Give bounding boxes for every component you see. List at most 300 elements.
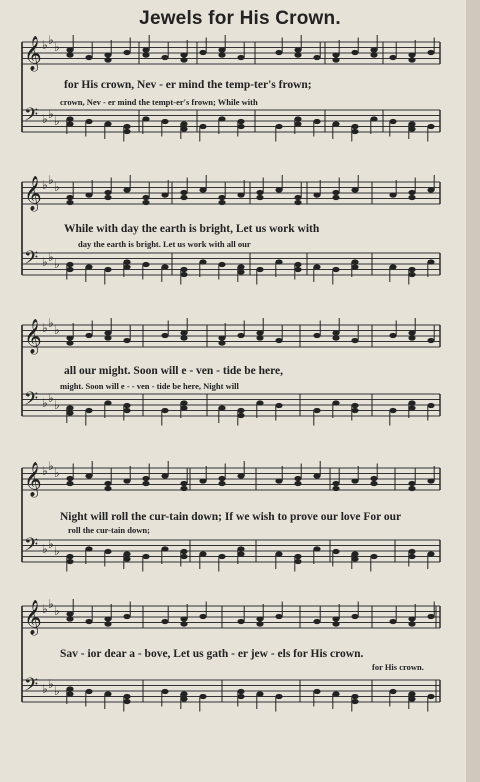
bass-note (294, 559, 301, 564)
treble-note (256, 335, 263, 340)
treble-note (294, 481, 301, 486)
flat-icon: ♭ (54, 40, 60, 54)
bass-note (66, 121, 73, 126)
treble-note (66, 476, 73, 481)
flat-icon: ♭ (42, 112, 48, 126)
bass-note (408, 126, 415, 131)
treble-note (351, 50, 358, 55)
treble-note (199, 478, 206, 483)
treble-note (104, 481, 111, 486)
treble-note (123, 187, 130, 192)
bass-note (85, 264, 92, 269)
treble-note (275, 478, 282, 483)
bass-note (351, 551, 358, 556)
treble-note (332, 621, 339, 626)
treble-note (427, 614, 434, 619)
treble-note (370, 476, 377, 481)
flat-icon: ♭ (48, 391, 54, 405)
treble-note (66, 47, 73, 52)
bass-note (427, 124, 434, 129)
bass-note (275, 694, 282, 699)
flat-icon: ♭ (48, 33, 54, 47)
treble-note (218, 476, 225, 481)
bass-clef-icon: 𝄢 (24, 535, 39, 560)
treble-note (332, 486, 339, 491)
treble-note (370, 481, 377, 486)
treble-note (161, 333, 168, 338)
treble-note (389, 55, 396, 60)
bass-note (85, 408, 92, 413)
flat-icon: ♭ (54, 544, 60, 558)
bass-note (104, 400, 111, 405)
treble-note (389, 333, 396, 338)
flat-icon: ♭ (54, 114, 60, 128)
bass-note (199, 694, 206, 699)
treble-note (199, 50, 206, 55)
bass-note (351, 129, 358, 134)
bass-note (180, 554, 187, 559)
bass-note (427, 694, 434, 699)
bass-note (161, 264, 168, 269)
bass-note (66, 405, 73, 410)
bass-note (351, 699, 358, 704)
treble-note (199, 187, 206, 192)
treble-note (351, 614, 358, 619)
bass-note (161, 119, 168, 124)
treble-note (218, 47, 225, 52)
bass-note (370, 554, 377, 559)
treble-note (332, 190, 339, 195)
bass-note (199, 259, 206, 264)
treble-note (142, 200, 149, 205)
treble-note (218, 340, 225, 345)
treble-note (332, 57, 339, 62)
flat-icon: ♭ (42, 38, 48, 52)
bass-note (104, 549, 111, 554)
bass-note (104, 691, 111, 696)
treble-note (237, 333, 244, 338)
bass-note (256, 267, 263, 272)
flat-icon: ♭ (48, 250, 54, 264)
bass-note (332, 400, 339, 405)
flat-icon: ♭ (42, 682, 48, 696)
treble-note (427, 187, 434, 192)
bass-note (237, 546, 244, 551)
treble-note (66, 200, 73, 205)
bass-note (180, 696, 187, 701)
flat-icon: ♭ (48, 597, 54, 611)
flat-icon: ♭ (54, 257, 60, 271)
flat-icon: ♭ (42, 602, 48, 616)
bass-note (123, 259, 130, 264)
bass-note (123, 403, 130, 408)
treble-note (427, 50, 434, 55)
treble-note (123, 50, 130, 55)
flat-icon: ♭ (48, 459, 54, 473)
bass-note (275, 403, 282, 408)
treble-note (161, 619, 168, 624)
treble-note (66, 611, 73, 616)
treble-note (351, 187, 358, 192)
flat-icon: ♭ (42, 321, 48, 335)
bass-note (180, 400, 187, 405)
treble-note (218, 481, 225, 486)
treble-note (408, 335, 415, 340)
treble-note (180, 335, 187, 340)
bass-note (275, 259, 282, 264)
treble-note (104, 330, 111, 335)
treble-note (180, 195, 187, 200)
alto-line-1: crown, Nev - er mind the tempt-er's frown; While with (60, 97, 258, 107)
treble-note (389, 619, 396, 624)
flat-icon: ♭ (42, 464, 48, 478)
treble-note (218, 335, 225, 340)
bass-note (237, 413, 244, 418)
bass-clef-icon: 𝄢 (24, 389, 39, 414)
treble-note (161, 192, 168, 197)
bass-note (313, 264, 320, 269)
bass-note (199, 124, 206, 129)
treble-note (408, 57, 415, 62)
bass-note (85, 546, 92, 551)
treble-note (180, 52, 187, 57)
bass-note (294, 262, 301, 267)
flat-icon: ♭ (42, 178, 48, 192)
treble-note (85, 333, 92, 338)
treble-note (294, 47, 301, 52)
bass-note (351, 403, 358, 408)
bass-note (161, 408, 168, 413)
alto-line-3: might. Soon will e - - ven - tide be here, Night will (60, 381, 239, 391)
bass-note (180, 405, 187, 410)
treble-note (351, 478, 358, 483)
bass-note (313, 689, 320, 694)
treble-note (408, 195, 415, 200)
bass-note (180, 691, 187, 696)
bass-note (123, 551, 130, 556)
treble-note (66, 340, 73, 345)
bass-note (332, 121, 339, 126)
bass-note (313, 119, 320, 124)
treble-note (180, 486, 187, 491)
bass-note (237, 694, 244, 699)
treble-note (294, 52, 301, 57)
bass-note (427, 551, 434, 556)
treble-note (180, 330, 187, 335)
treble-note (180, 190, 187, 195)
bass-note (332, 549, 339, 554)
bass-note (66, 691, 73, 696)
treble-note (408, 486, 415, 491)
hymn-title: Jewels for His Crown. (139, 8, 341, 29)
bass-note (408, 121, 415, 126)
bass-note (408, 696, 415, 701)
bass-note (332, 267, 339, 272)
treble-note (294, 200, 301, 205)
bass-note (123, 264, 130, 269)
treble-note (85, 473, 92, 478)
bass-note (294, 121, 301, 126)
treble-note (256, 621, 263, 626)
flat-icon: ♭ (54, 604, 60, 618)
flat-icon: ♭ (48, 677, 54, 691)
flat-icon: ♭ (48, 173, 54, 187)
treble-note (142, 47, 149, 52)
bass-note (66, 116, 73, 121)
treble-note (332, 481, 339, 486)
bass-note (237, 689, 244, 694)
bass-note (408, 549, 415, 554)
bass-note (180, 126, 187, 131)
treble-note (256, 330, 263, 335)
treble-note (275, 50, 282, 55)
treble-note (237, 473, 244, 478)
treble-note (142, 195, 149, 200)
flat-icon: ♭ (54, 323, 60, 337)
bass-note (218, 554, 225, 559)
bass-note (199, 551, 206, 556)
treble-note (142, 52, 149, 57)
bass-note (332, 691, 339, 696)
bass-note (66, 410, 73, 415)
treble-clef-icon: 𝄞 (24, 462, 42, 497)
bass-note (389, 264, 396, 269)
treble-note (104, 616, 111, 621)
bass-note (180, 121, 187, 126)
bass-note (237, 551, 244, 556)
bass-note (351, 408, 358, 413)
treble-note (275, 187, 282, 192)
bass-note (351, 694, 358, 699)
bass-note (408, 405, 415, 410)
bass-note (256, 400, 263, 405)
treble-note (427, 338, 434, 343)
treble-note (161, 55, 168, 60)
bass-note (256, 691, 263, 696)
treble-note (313, 55, 320, 60)
treble-note (66, 195, 73, 200)
treble-note (294, 195, 301, 200)
treble-note (123, 614, 130, 619)
flat-icon: ♭ (54, 398, 60, 412)
bass-note (237, 119, 244, 124)
flat-icon: ♭ (48, 537, 54, 551)
treble-note (104, 190, 111, 195)
bass-note (142, 262, 149, 267)
treble-clef-icon: 𝄞 (24, 36, 42, 71)
treble-note (294, 476, 301, 481)
bass-note (85, 689, 92, 694)
treble-note (218, 52, 225, 57)
bass-clef-icon: 𝄢 (24, 675, 39, 700)
treble-note (218, 200, 225, 205)
bass-note (237, 264, 244, 269)
treble-note (408, 621, 415, 626)
treble-note (313, 619, 320, 624)
bass-clef-icon: 𝄢 (24, 248, 39, 273)
bass-note (66, 559, 73, 564)
alto-line-4: roll the cur-tain down; (68, 525, 150, 535)
bass-note (237, 124, 244, 129)
bass-note (66, 554, 73, 559)
treble-note (104, 486, 111, 491)
bass-note (142, 116, 149, 121)
bass-note (218, 116, 225, 121)
bass-note (123, 556, 130, 561)
treble-note (104, 335, 111, 340)
alto-line-2: day the earth is bright. Let us work with all our (78, 239, 251, 249)
flat-icon: ♭ (42, 255, 48, 269)
bass-note (370, 116, 377, 121)
flat-icon: ♭ (48, 316, 54, 330)
treble-note (408, 330, 415, 335)
treble-note (199, 614, 206, 619)
bass-note (408, 400, 415, 405)
treble-note (104, 195, 111, 200)
treble-note (256, 616, 263, 621)
bass-note (66, 262, 73, 267)
lyric-line-5: Sav - ior dear a - bove, Let us gath - er jew - els for His crown. (60, 648, 364, 660)
treble-note (180, 621, 187, 626)
flat-icon: ♭ (42, 542, 48, 556)
treble-note (237, 55, 244, 60)
lyric-line-3: all our might. Soon will e - ven - tide be here, (64, 365, 284, 377)
lyric-line-1: for His crown, Nev - er mind the temp-ter's frown; (64, 79, 312, 91)
treble-note (161, 473, 168, 478)
bass-note (66, 686, 73, 691)
bass-note (389, 408, 396, 413)
bass-note (161, 546, 168, 551)
treble-note (180, 57, 187, 62)
treble-note (275, 338, 282, 343)
treble-note (104, 57, 111, 62)
treble-note (237, 619, 244, 624)
bass-note (294, 554, 301, 559)
bass-note (389, 689, 396, 694)
treble-note (408, 481, 415, 486)
treble-note (332, 195, 339, 200)
bass-note (180, 549, 187, 554)
bass-note (408, 272, 415, 277)
treble-note (104, 621, 111, 626)
bass-note (218, 405, 225, 410)
bass-clef-icon: 𝄢 (24, 105, 39, 130)
bass-note (123, 699, 130, 704)
bass-note (351, 556, 358, 561)
treble-note (66, 52, 73, 57)
treble-note (180, 616, 187, 621)
lyric-line-4: Night will roll the cur-tain down; If we wish to prove our love For our (60, 511, 402, 523)
flat-icon: ♭ (42, 396, 48, 410)
treble-note (66, 616, 73, 621)
treble-note (85, 619, 92, 624)
bass-note (104, 121, 111, 126)
treble-clef-icon: 𝄞 (24, 176, 42, 211)
treble-note (85, 55, 92, 60)
bass-note (408, 267, 415, 272)
bass-note (351, 264, 358, 269)
treble-note (332, 330, 339, 335)
bass-note (123, 129, 130, 134)
treble-note (408, 190, 415, 195)
treble-clef-icon: 𝄞 (24, 319, 42, 354)
treble-note (104, 52, 111, 57)
bass-note (218, 262, 225, 267)
treble-note (123, 478, 130, 483)
bass-note (275, 551, 282, 556)
bass-note (161, 689, 168, 694)
bass-note (180, 267, 187, 272)
treble-note (370, 52, 377, 57)
bass-note (180, 272, 187, 277)
bass-note (85, 119, 92, 124)
lyric-line-2: While with day the earth is bright, Let us work with (64, 223, 320, 235)
bass-note (123, 694, 130, 699)
treble-note (313, 192, 320, 197)
flat-icon: ♭ (54, 684, 60, 698)
bass-note (408, 691, 415, 696)
treble-note (180, 481, 187, 486)
treble-note (256, 190, 263, 195)
treble-note (332, 52, 339, 57)
bass-note (427, 259, 434, 264)
bass-note (351, 124, 358, 129)
bass-note (408, 554, 415, 559)
treble-note (256, 195, 263, 200)
bass-note (123, 408, 130, 413)
treble-note (370, 47, 377, 52)
bass-note (237, 408, 244, 413)
bass-note (123, 124, 130, 129)
bass-note (427, 403, 434, 408)
treble-note (313, 473, 320, 478)
treble-note (66, 481, 73, 486)
treble-note (389, 192, 396, 197)
bass-note (389, 119, 396, 124)
bass-note (294, 116, 301, 121)
treble-clef-icon: 𝄞 (24, 600, 42, 635)
bass-note (351, 259, 358, 264)
treble-note (142, 481, 149, 486)
treble-note (408, 52, 415, 57)
treble-note (123, 338, 130, 343)
bass-note (142, 554, 149, 559)
treble-note (218, 195, 225, 200)
treble-note (427, 478, 434, 483)
treble-note (332, 335, 339, 340)
treble-note (351, 338, 358, 343)
treble-note (237, 192, 244, 197)
treble-note (408, 616, 415, 621)
bass-note (104, 267, 111, 272)
bass-note (275, 124, 282, 129)
bass-note (66, 267, 73, 272)
bass-note (294, 267, 301, 272)
flat-icon: ♭ (48, 107, 54, 121)
treble-note (332, 616, 339, 621)
treble-note (275, 614, 282, 619)
bass-note (313, 408, 320, 413)
flat-icon: ♭ (54, 466, 60, 480)
bass-note (237, 269, 244, 274)
treble-note (66, 335, 73, 340)
flat-icon: ♭ (54, 180, 60, 194)
treble-note (313, 333, 320, 338)
treble-note (142, 476, 149, 481)
treble-note (85, 192, 92, 197)
bass-note (313, 546, 320, 551)
alto-line-5: for His crown. (372, 662, 424, 672)
